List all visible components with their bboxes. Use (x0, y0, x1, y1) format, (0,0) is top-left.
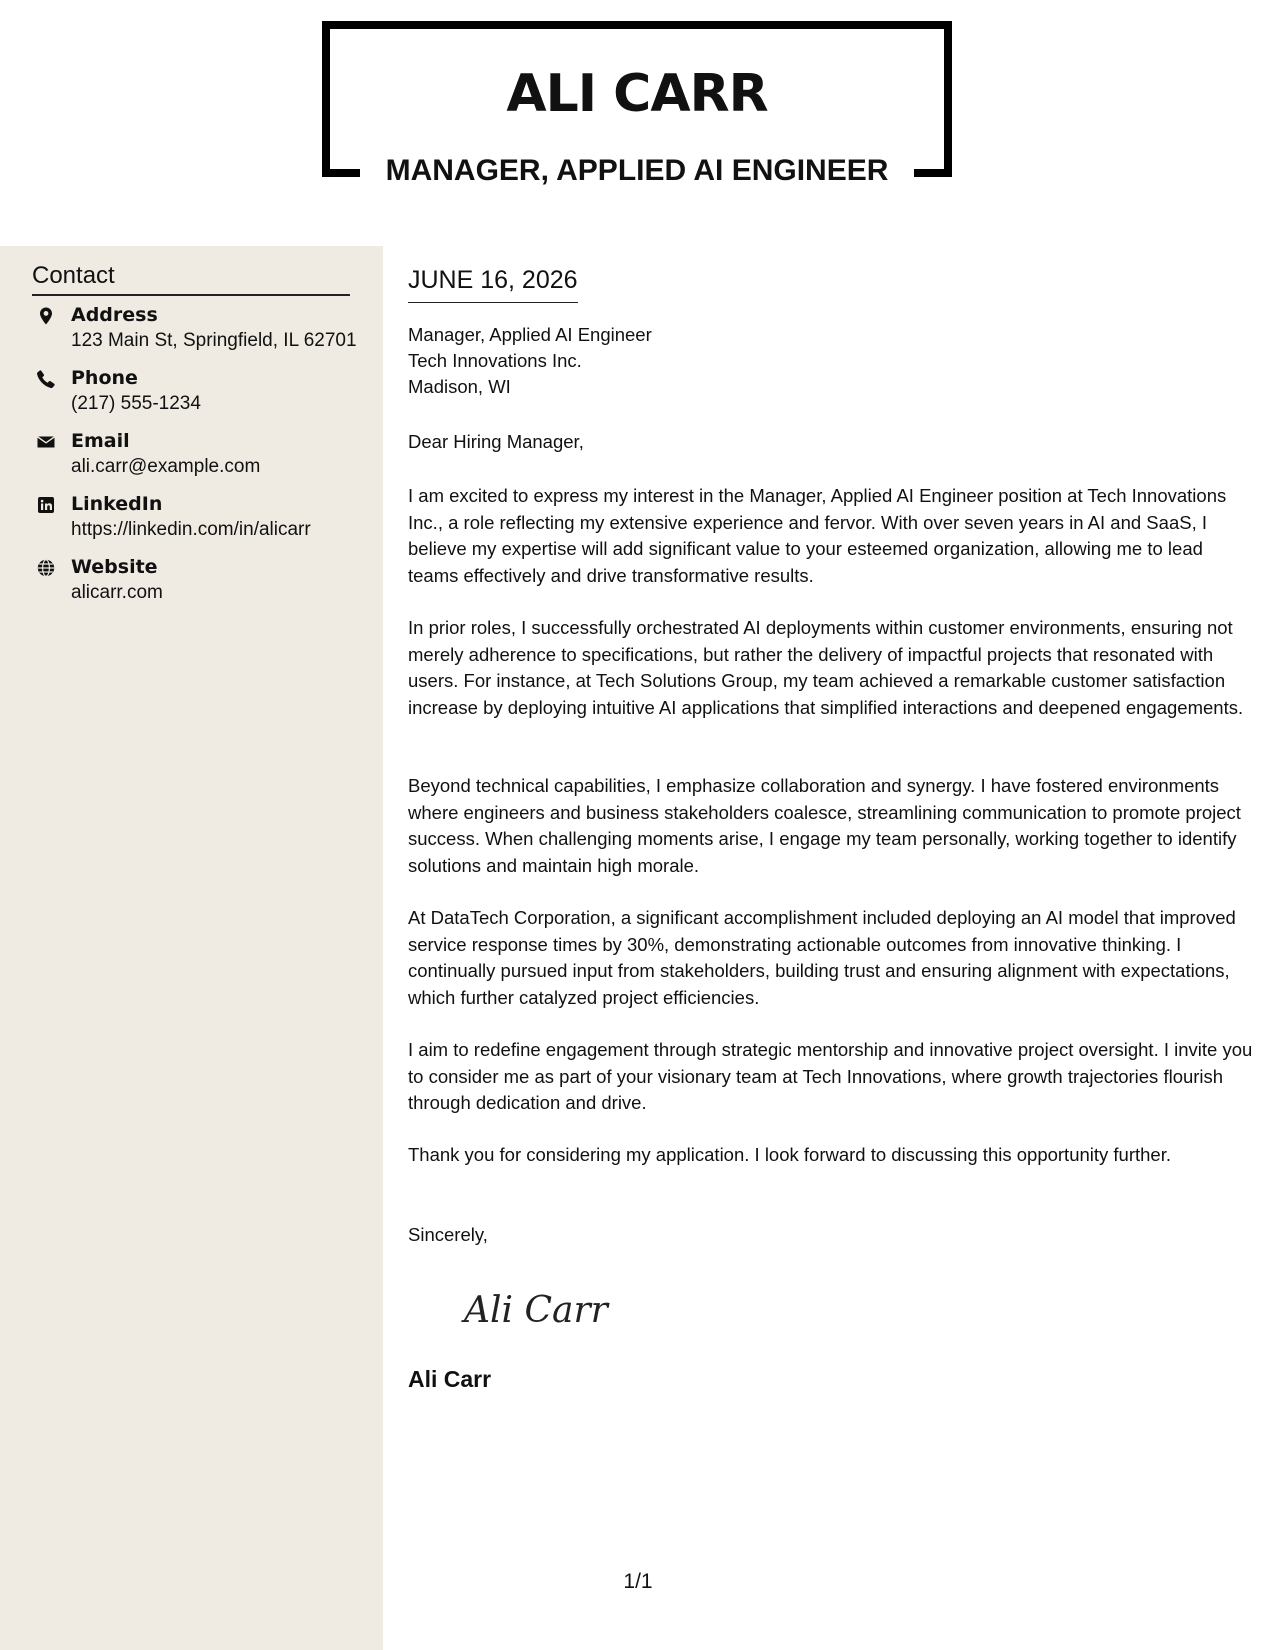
linkedin-icon (36, 495, 56, 515)
job-title: MANAGER, APPLIED AI ENGINEER (360, 153, 914, 189)
contact-label: Phone (71, 367, 138, 389)
body-paragraph: In prior roles, I successfully orchestrated AI deployments within customer environments, ensuring not merely adherence to specifications, but rather the delivery of impactful projects that resonated with users. For instance, at Tech Solutions Group, my team achieved a remarkable customer satisfaction increase by deploying intuitive AI applications that simplified interactions and deepened engagements. (408, 617, 1244, 718)
recipient-location: Madison, WI (408, 376, 511, 397)
body-paragraph: I aim to redefine engagement through strategic mentorship and innovative project oversight. I invite you to consider me as part of your visionary team at Tech Innovations, where growth trajectories flourish through dedication and drive. (408, 1039, 1253, 1113)
phone-icon (36, 369, 56, 389)
header-frame-foot-left (322, 169, 360, 177)
globe-icon (36, 558, 56, 578)
contact-value: https://linkedin.com/in/alicarr (71, 519, 311, 540)
contact-value: (217) 555-1234 (71, 393, 201, 414)
contact-label: Website (71, 556, 158, 578)
recipient-company: Tech Innovations Inc. (408, 350, 582, 371)
contact-value: alicarr.com (71, 582, 163, 603)
contact-item-linkedin (32, 491, 372, 547)
closing: Sincerely, (408, 1224, 488, 1245)
header (0, 0, 1275, 246)
contact-item-email (32, 428, 372, 484)
recipient-block (408, 322, 652, 400)
signature-text: Ali Carr (464, 1290, 608, 1331)
contact-value: 123 Main St, Springfield, IL 62701 (71, 330, 357, 351)
signature-image (460, 1282, 630, 1338)
envelope-icon (36, 432, 56, 452)
contact-item-website (32, 554, 372, 610)
contact-value: ali.carr@example.com (71, 456, 261, 477)
map-pin-icon (36, 306, 56, 326)
recipient-position: Manager, Applied AI Engineer (408, 324, 652, 345)
body-paragraph: I am excited to express my interest in the Manager, Applied AI Engineer position at Tech Innovations Inc., a role reflecting my extensive experience and fervor. With over seven years in AI and SaaS, I believe my expertise will add significant value to your esteemed organization, allowing me to lead teams effectively and drive transformative results. (408, 485, 1227, 586)
contact-heading: Contact (32, 260, 350, 296)
body-paragraph: At DataTech Corporation, a significant accomplishment included deploying an AI model that improved service response times by 30%, demonstrating actionable outcomes from innovative thinking. I continually pursued input from stakeholders, building trust and ensuring alignment with expectations, which further catalyzed project efficiencies. (408, 907, 1236, 1008)
contact-sidebar (0, 246, 383, 1650)
header-frame-foot-right (914, 169, 952, 177)
applicant-name: ALI CARR (506, 64, 768, 124)
body-paragraph: Thank you for considering my application. I look forward to discussing this opportunity further. (408, 1144, 1171, 1165)
contact-item-address (32, 302, 372, 358)
signer-name: Ali Carr (408, 1366, 492, 1392)
body-paragraph: Beyond technical capabilities, I emphasize collaboration and synergy. I have fostered environments where engineers and business stakeholders coalesce, streamlining communication to promote project success. When challenging moments arise, I engage my team personally, working together to identify solutions and maintain high morale. (408, 775, 1241, 876)
contact-label: LinkedIn (71, 493, 163, 515)
contact-label: Address (71, 304, 158, 326)
salutation: Dear Hiring Manager, (408, 431, 584, 452)
letter-date: JUNE 16, 2026 (408, 264, 578, 303)
contact-label: Email (71, 430, 130, 452)
page-number: 1/1 (623, 1570, 653, 1593)
contact-item-phone (32, 365, 372, 421)
